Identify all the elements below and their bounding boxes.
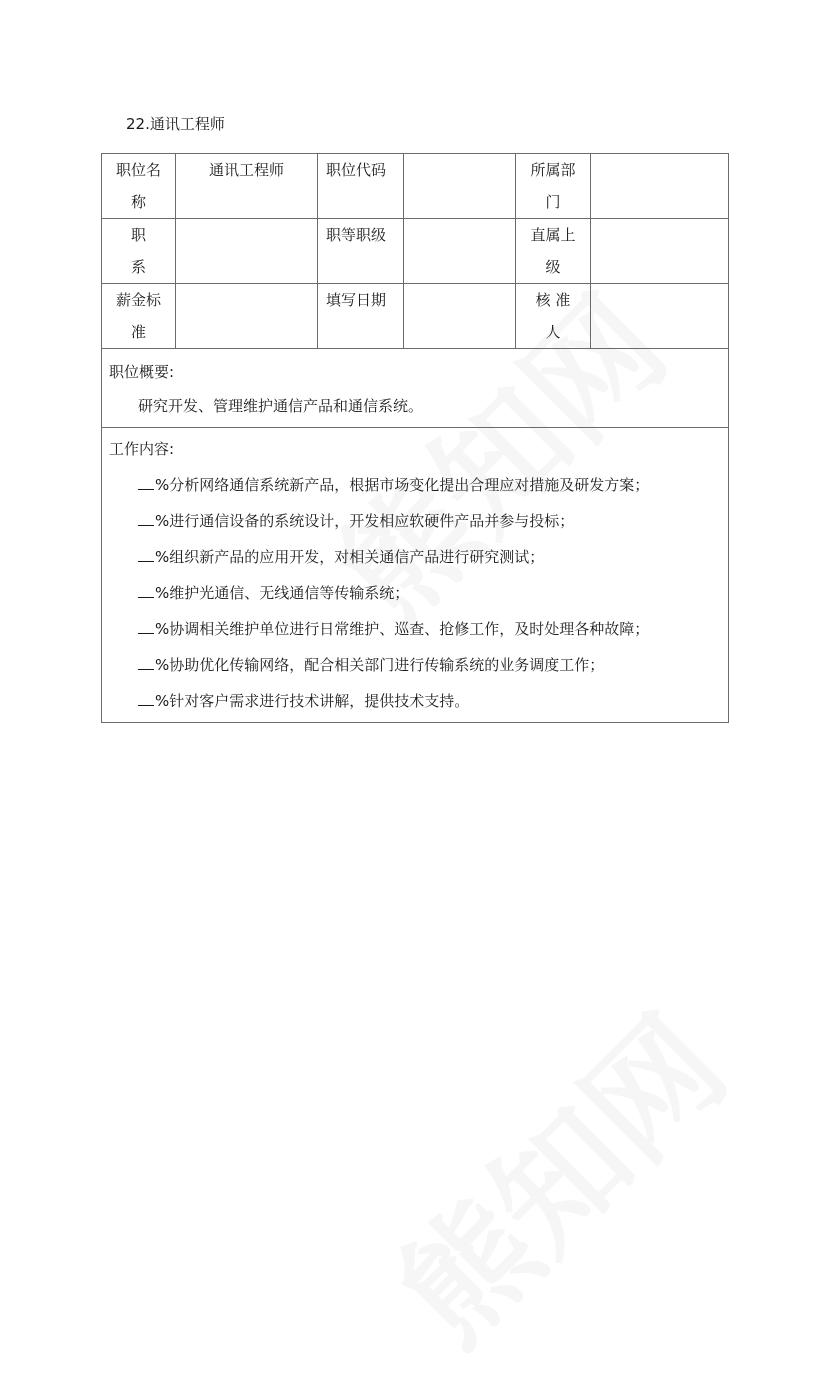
- list-item: %维护光通信、无线通信等传输系统；: [102, 578, 728, 608]
- table-row-duties: [102, 428, 729, 723]
- table-row: [102, 154, 729, 219]
- salary-label: 薪金标 准: [102, 284, 176, 349]
- department-label: 所属部 门: [516, 154, 591, 219]
- summary-label: 职位概要:: [109, 363, 175, 381]
- blank-line: [138, 581, 154, 598]
- department-value: [591, 154, 729, 219]
- series-label: 职 系: [102, 219, 176, 284]
- position-name-label: 职位名 称: [102, 154, 176, 219]
- page-title: 22.通讯工程师: [126, 115, 225, 133]
- blank-line: [138, 473, 154, 490]
- grade-label: 职等职级: [318, 219, 404, 284]
- list-item: %协助优化传输网络，配合相关部门进行传输系统的业务调度工作；: [102, 650, 728, 680]
- list-item: %组织新产品的应用开发，对相关通信产品进行研究测试；: [102, 542, 728, 572]
- fill-date-label: 填写日期: [318, 284, 404, 349]
- salary-value: [176, 284, 318, 349]
- fill-date-value: [404, 284, 516, 349]
- position-code-label: 职位代码: [318, 154, 404, 219]
- summary-cell: [102, 349, 729, 428]
- blank-line: [138, 509, 154, 526]
- list-item: %进行通信设备的系统设计，开发相应软硬件产品并参与投标；: [102, 506, 728, 536]
- blank-line: [138, 545, 154, 562]
- duties-cell: [102, 428, 729, 723]
- grade-value: [404, 219, 516, 284]
- superior-label: 直属上 级: [516, 219, 591, 284]
- summary-text: 研究开发、管理维护通信产品和通信系统。: [138, 397, 424, 415]
- blank-line: [138, 653, 154, 670]
- job-description-table: [101, 153, 729, 723]
- table-row-summary: [102, 349, 729, 428]
- approver-value: [591, 284, 729, 349]
- superior-value: [591, 219, 729, 284]
- blank-line: [138, 617, 154, 634]
- series-value: [176, 219, 318, 284]
- position-name-value: 通讯工程师: [176, 154, 318, 219]
- list-item: %协调相关维护单位进行日常维护、巡查、抢修工作，及时处理各种故障；: [102, 614, 728, 644]
- duties-label: 工作内容:: [109, 440, 175, 458]
- position-code-value: [404, 154, 516, 219]
- table-row: [102, 284, 729, 349]
- approver-label: 核 准 人: [516, 284, 591, 349]
- blank-line: [138, 689, 154, 706]
- table-row: [102, 219, 729, 284]
- list-item: %分析网络通信系统新产品，根据市场变化提出合理应对措施及研发方案；: [102, 470, 728, 500]
- list-item: %针对客户需求进行技术讲解，提供技术支持。: [102, 686, 728, 716]
